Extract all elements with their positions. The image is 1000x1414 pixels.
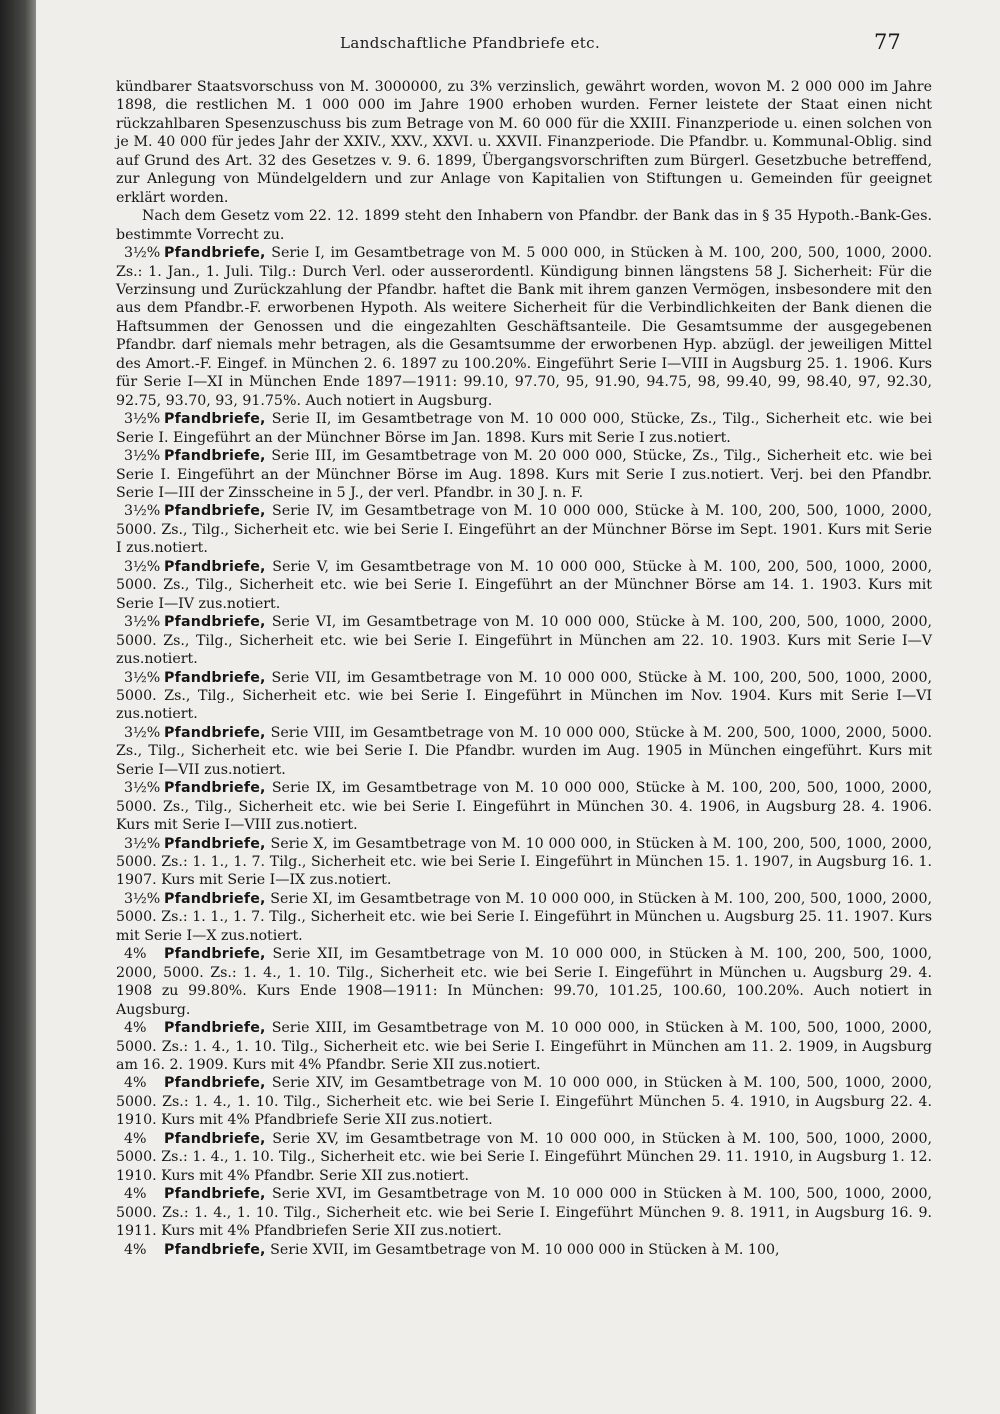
running-header (36, 30, 1000, 60)
entry-heading: Pfandbriefe, (164, 946, 266, 963)
entry-heading: Pfandbriefe, (164, 780, 266, 797)
entry-heading: Pfandbriefe, (164, 503, 266, 520)
entry-heading: Pfandbriefe, (164, 890, 266, 907)
interest-rate: 3½% (124, 503, 161, 520)
entry-heading: Pfandbriefe, (164, 245, 266, 262)
interest-rate: 3½% (124, 835, 161, 852)
entry-text: Serie XII, im Gesamtbetrage von M. 10 000 000, in Stücken à M. 100, 200, 500, 1000, 2000, 5000. Zs.: 1. 4., 1. 10. Tilg., Sicherheit etc. wie bei Serie I. Eingeführt in München u. Augsburg 29. 4. 1908 zu 99.80%. Kurs Ende 1908—1911: In München: 99.70, 101.25, 100.60, 100.20%. Auch notiert in Augsburg. (116, 946, 932, 1018)
interest-rate: 3½% (124, 780, 161, 797)
interest-rate: 3½% (124, 245, 161, 262)
entry-heading: Pfandbriefe, (164, 411, 266, 428)
entry-heading: Pfandbriefe, (164, 724, 266, 741)
pfandbrief-entry (116, 447, 932, 502)
entry-heading: Pfandbriefe, (164, 835, 266, 852)
interest-rate: 3½% (124, 411, 161, 428)
entry-text: Serie XIII, im Gesamtbetrage von M. 10 000 000, in Stücken à M. 100, 500, 1000, 2000, 5000. Zs.: 1. 4., 1. 10. Tilg., Sicherheit etc. wie bei Serie I. Eingeführt in München am 11. 2. 1909, in Augsburg am 16. 2. 1909. Kurs mit 4% Pfandbr. Serie XII zus.notiert. (116, 1020, 932, 1074)
pfandbrief-entry (116, 835, 932, 890)
interest-rate: 3½% (124, 558, 161, 575)
entry-text: Serie VIII, im Gesamtbetrage von M. 10 000 000, Stücke à M. 200, 500, 1000, 2000, 5000. Zs., Tilg., Sicherheit etc. wie bei Serie I. Die Pfandbr. wurden im Aug. 1905 in München eingeführt. Kurs mit Serie I—VII zus.notiert. (116, 724, 932, 778)
entry-heading: Pfandbriefe, (164, 448, 266, 465)
entry-text: Serie IX, im Gesamtbetrage von M. 10 000 000, Stücke à M. 100, 200, 500, 1000, 2000, 5000. Zs., Tilg., Sicherheit etc. wie bei Serie I. Eingeführt in München 30. 4. 1906, in Augsburg 28. 4. 1906. Kurs mit Serie I—VIII zus.notiert. (116, 780, 932, 834)
entry-text: Serie XVI, im Gesamtbetrage von M. 10 000 000 in Stücken à M. 100, 500, 1000, 2000, 5000. Zs.: 1. 4., 1. 10. Tilg., Sicherheit etc. wie bei Serie I. Eingeführt München 9. 8. 1911, in Augsburg 16. 9. 1911. Kurs mit 4% Pfandbriefen Serie XII zus.notiert. (116, 1186, 933, 1240)
pfandbrief-entry (116, 410, 932, 447)
entry-heading: Pfandbriefe, (164, 558, 266, 575)
pfandbrief-entry (116, 1241, 932, 1259)
interest-rate: 4% (124, 1130, 147, 1147)
interest-rate: 4% (124, 1186, 147, 1203)
pfandbrief-entry (116, 779, 932, 834)
interest-rate: 3½% (124, 448, 161, 465)
entry-heading: Pfandbriefe, (164, 1186, 266, 1203)
interest-rate: 3½% (124, 669, 161, 686)
pfandbrief-entry (116, 1019, 932, 1074)
pfandbrief-entry (116, 1130, 932, 1185)
entry-heading: Pfandbriefe, (164, 1020, 266, 1037)
entry-heading: Pfandbriefe, (164, 669, 266, 686)
pfandbrief-entry (116, 669, 932, 724)
interest-rate: 4% (124, 1241, 147, 1258)
page-number: 77 (874, 30, 901, 54)
entry-text: Serie V, im Gesamtbetrage von M. 10 000 000, Stücke à M. 100, 200, 500, 1000, 2000, 5000. Zs., Tilg., Sicherheit etc. wie bei Serie I. Eingeführt an der Münchner Börse am 14. 1. 1903. Kurs mit Serie I—IV zus.notiert. (116, 558, 932, 612)
interest-rate: 4% (124, 1075, 147, 1092)
pfandbrief-entry (116, 502, 932, 557)
paragraph: Nach dem Gesetz vom 22. 12. 1899 steht den Inhabern von Pfandbr. der Bank das in § 35 Hypoth.-Bank-Ges. bestimmte Vorrecht zu. (116, 208, 932, 243)
entry-heading: Pfandbriefe, (164, 1241, 266, 1258)
entry-heading: Pfandbriefe, (164, 1075, 266, 1092)
entry-text: Serie VI, im Gesamtbetrage von M. 10 000 000, Stücke à M. 100, 200, 500, 1000, 2000, 5000. Zs., Tilg., Sicherheit etc. wie bei Serie I. Eingeführt in München am 22. 10. 1903. Kurs mit Serie I—V zus.notiert. (116, 614, 932, 668)
pfandbrief-entry (116, 1185, 932, 1240)
interest-rate: 4% (124, 1020, 147, 1037)
entry-text: Serie XI, im Gesamtbetrage von M. 10 000 000, in Stücken à M. 100, 200, 500, 1000, 2000, 5000. Zs.: 1. 1., 1. 7. Tilg., Sicherheit etc. wie bei Serie I. Eingeführt in München u. Augsburg 25. 11. 1907. Kurs mit Serie I—X zus.notiert. (116, 890, 932, 944)
pfandbrief-entry (116, 890, 932, 945)
pfandbrief-entry (116, 1074, 932, 1129)
entry-heading: Pfandbriefe, (164, 614, 266, 631)
document-body (116, 78, 932, 1259)
pfandbrief-entry (116, 244, 932, 410)
entry-text: Serie VII, im Gesamtbetrage von M. 10 000 000, Stücke à M. 100, 200, 500, 1000, 2000, 5000. Zs., Tilg., Sicherheit etc. wie bei Serie I. Eingeführt in München im Nov. 1904. Kurs mit Serie I—VI zus.notiert. (116, 669, 932, 723)
interest-rate: 3½% (124, 890, 161, 907)
entry-text: Serie IV, im Gesamtbetrage von M. 10 000 000, Stücke à M. 100, 200, 500, 1000, 2000, 5000. Zs., Tilg., Sicherheit etc. wie bei Serie I. Eingeführt an der Münchner Börse im Sept. 1901. Kurs mit Serie I zus.notiert. (116, 503, 932, 557)
entry-text: Serie II, im Gesamtbetrage von M. 10 000 000, Stücke, Zs., Tilg., Sicherheit etc. wie bei Serie I. Eingeführt an der Münchner Börse im Jan. 1898. Kurs mit Serie I zus.notiert. (116, 411, 932, 446)
pfandbrief-entry (116, 558, 932, 613)
entry-text: Serie XV, im Gesamtbetrage von M. 10 000 000, in Stücken à M. 100, 500, 1000, 2000, 5000. Zs.: 1. 4., 1. 10. Tilg., Sicherheit etc. wie bei Serie I. Eingeführt München 29. 11. 1910, in Augsburg 1. 12. 1910. Kurs mit 4% Pfandbr. Serie XII zus.notiert. (116, 1130, 932, 1184)
pfandbrief-list (116, 244, 932, 1259)
binding-gutter (0, 0, 36, 1414)
interest-rate: 4% (124, 946, 147, 963)
running-title: Landschaftliche Pfandbriefe etc. (340, 34, 601, 52)
entry-heading: Pfandbriefe, (164, 1130, 266, 1147)
document-page (36, 0, 1000, 1414)
pfandbrief-entry (116, 724, 932, 779)
interest-rate: 3½% (124, 724, 161, 741)
pfandbrief-entry (116, 945, 932, 1019)
entry-text: Serie I, im Gesamtbetrage von M. 5 000 000, in Stücken à M. 100, 200, 500, 1000, 2000. Zs.: 1. Jan., 1. Juli. Tilg.: Durch Verl. oder ausserordentl. Kündigung binnen längstens 58 J. Sicherheit: Für die Verzinsung und Zurückzahlung der Pfandbr. haftet die Bank mit ihrem ganzen Vermögen, insbesondere mit den aus dem Pfandbr.-F. erworbenen Hypoth. Als weitere Sicherheit für die Verbindlichkeiten der Bank dienen die Haftsummen der Genossen und die eingezahlten Geschäftsanteile. Die Gesamtsumme der ausgegebenen Pfandbr. darf niemals mehr betragen, als die Gesamtsumme der erworbenen Hyp. abzügl. der jeweiligen Mittel des Amort.-F. Eingef. in München 2. 6. 1897 zu 100.20%. Eingeführt Serie I—VIII in Augsburg 25. 1. 1906. Kurs für Serie I—XI in München Ende 1897—1911: 99.10, 97.70, 95, 91.90, 94.75, 98, 99.40, 99, 98.40, 97, 92.30, 92.75, 93.70, 93, 91.75%. Auch notiert in Augsburg. (116, 245, 932, 409)
entry-text: Serie III, im Gesamtbetrage von M. 20 000 000, Stücke, Zs., Tilg., Sicherheit etc. wie bei Serie I. Eingeführt an der Münchner Börse im Aug. 1898. Kurs mit Serie I zus.notiert. Verj. bei den Pfandbr. Serie I—III der Zinsscheine in 5 J., der verl. Pfandbr. in 30 J. n. F. (116, 448, 933, 501)
entry-text: Serie X, im Gesamtbetrage von M. 10 000 000, in Stücken à M. 100, 200, 500, 1000, 2000, 5000. Zs.: 1. 1., 1. 7. Tilg., Sicherheit etc. wie bei Serie I. Eingeführt in München 15. 1. 1907, in Augsburg 16. 1. 1907. Kurs mit Serie I—IX zus.notiert. (116, 835, 932, 889)
interest-rate: 3½% (124, 614, 161, 631)
entry-text: Serie XIV, im Gesamtbetrage von M. 10 000 000, in Stücken à M. 100, 500, 1000, 2000, 5000. Zs.: 1. 4., 1. 10. Tilg., Sicherheit etc. wie bei Serie I. Eingeführt München 5. 4. 1910, in Augsburg 22. 4. 1910. Kurs mit 4% Pfandbriefe Serie XII zus.notiert. (116, 1075, 932, 1129)
pfandbrief-entry (116, 613, 932, 668)
entry-text: Serie XVII, im Gesamtbetrage von M. 10 000 000 in Stücken à M. 100, (270, 1241, 780, 1258)
paragraph: kündbarer Staatsvorschuss von M. 3000000, zu 3% verzinslich, gewährt worden, wovon M. 2 000 000 im Jahre 1898, die restlichen M. 1 000 000 im Jahre 1900 erhoben wurden. Ferner leistete der Staat einen nicht rückzahlbaren Spesenzuschuss bis zum Betrage von M. 60 000 für die XXIII. Finanzperiode u. einen solchen von je M. 40 000 für jedes Jahr der XXIV., XXV., XXVI. u. XXVII. Finanzperiode. Die Pfandbr. u. Kommunal-Oblig. sind auf Grund des Art. 32 des Gesetzes v. 9. 6. 1899, Übergangsvorschriften zum Bürgerl. Gesetzbuche betreffend, zur Anlegung von Mündelgeldern und zur Anlage von Kapitalien von Stiftungen u. Gemeinden für geeignet erklärt worden. (116, 79, 932, 206)
